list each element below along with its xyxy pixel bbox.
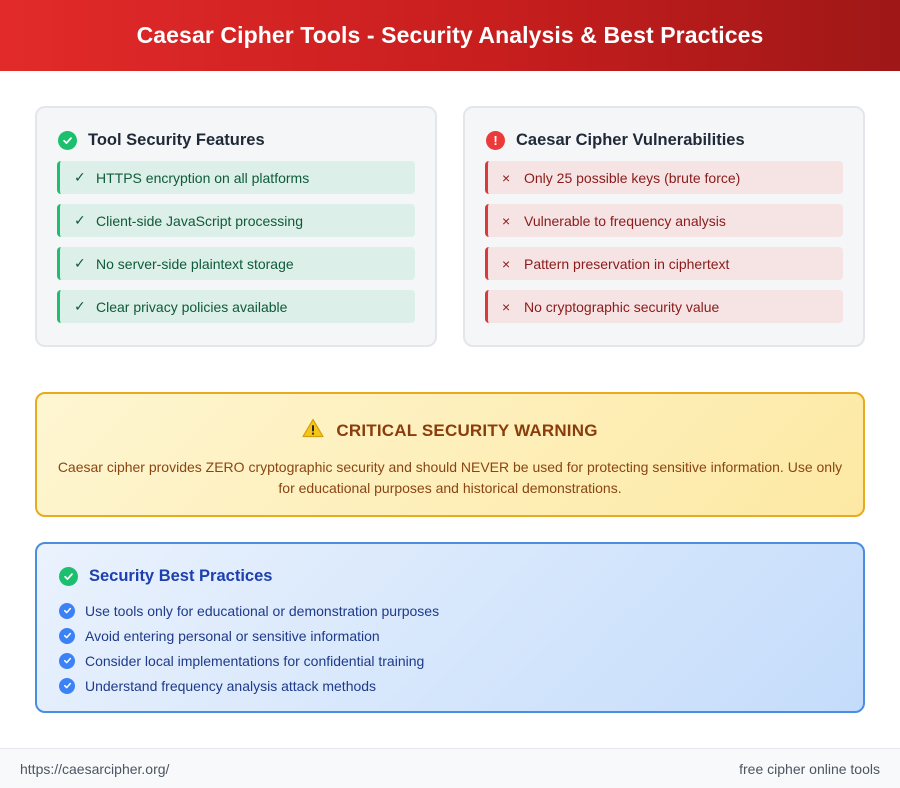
x-mark-icon: × [502,212,511,229]
list-item [59,673,841,698]
best-practices-heading [59,564,841,588]
checkmark-icon: ✓ [74,298,86,314]
vulnerability-item-label: Pattern preservation in ciphertext [524,255,730,272]
vulnerability-item [485,290,843,323]
vulnerability-item [485,247,843,280]
list-item-label: Use tools only for educational or demonstration purposes [85,602,440,619]
best-practices-box [35,542,865,713]
feature-item [57,161,415,194]
feature-item-label: HTTPS encryption on all platforms [96,169,310,186]
feature-item-label: Clear privacy policies available [96,298,288,315]
checkmark-icon: ✓ [74,169,86,185]
vulnerabilities-title: Caesar Cipher Vulnerabilities [516,130,745,149]
feature-item [57,204,415,237]
checkmark-icon: ✓ [74,255,86,271]
security-features-heading [58,128,415,152]
page-header [0,0,900,71]
vulnerability-item-label: No cryptographic security value [524,298,720,315]
footer-tagline: free cipher online tools [739,760,880,777]
feature-item [57,247,415,280]
warning-triangle-icon [302,418,324,443]
page-title: Caesar Cipher Tools - Security Analysis & Best Practices [136,22,764,48]
feature-item [57,290,415,323]
warning-title: CRITICAL SECURITY WARNING [336,420,598,440]
vulnerabilities-panel [463,106,865,347]
list-item [59,598,841,623]
page-footer [0,748,900,788]
vulnerability-item-label: Only 25 possible keys (brute force) [524,169,741,186]
blue-check-icon [59,603,75,619]
vulnerability-item [485,204,843,237]
list-item-label: Understand frequency analysis attack methods [85,677,377,694]
blue-check-icon [59,628,75,644]
security-features-panel [35,106,437,347]
blue-check-icon [59,678,75,694]
best-practices-list [59,598,841,698]
feature-item-label: Client-side JavaScript processing [96,212,303,229]
feature-item-label: No server-side plaintext storage [96,255,294,272]
warning-heading [37,418,863,443]
list-item-label: Avoid entering personal or sensitive information [85,627,380,644]
vulnerability-item [485,161,843,194]
check-circle-icon [59,567,78,586]
best-practices-title: Security Best Practices [89,566,273,585]
checkmark-icon: ✓ [74,212,86,228]
list-item-label: Consider local implementations for confidential training [85,652,425,669]
warning-message: Caesar cipher provides ZERO cryptographic security and should NEVER be used for protecting sensitive information. Use only for educational purposes and historical demonstrations. [57,459,843,496]
x-mark-icon: × [502,169,511,186]
list-item [59,623,841,648]
vulnerabilities-heading [486,128,843,152]
exclamation-circle-icon: ! [486,131,505,150]
check-circle-icon [58,131,77,150]
vulnerability-item-label: Vulnerable to frequency analysis [524,212,726,229]
x-mark-icon: × [502,298,511,315]
critical-warning-box [35,392,865,517]
security-features-title: Tool Security Features [88,130,265,149]
blue-check-icon [59,653,75,669]
footer-url-link[interactable]: https://caesarcipher.org/ [20,760,170,777]
x-mark-icon: × [502,255,511,272]
list-item [59,648,841,673]
